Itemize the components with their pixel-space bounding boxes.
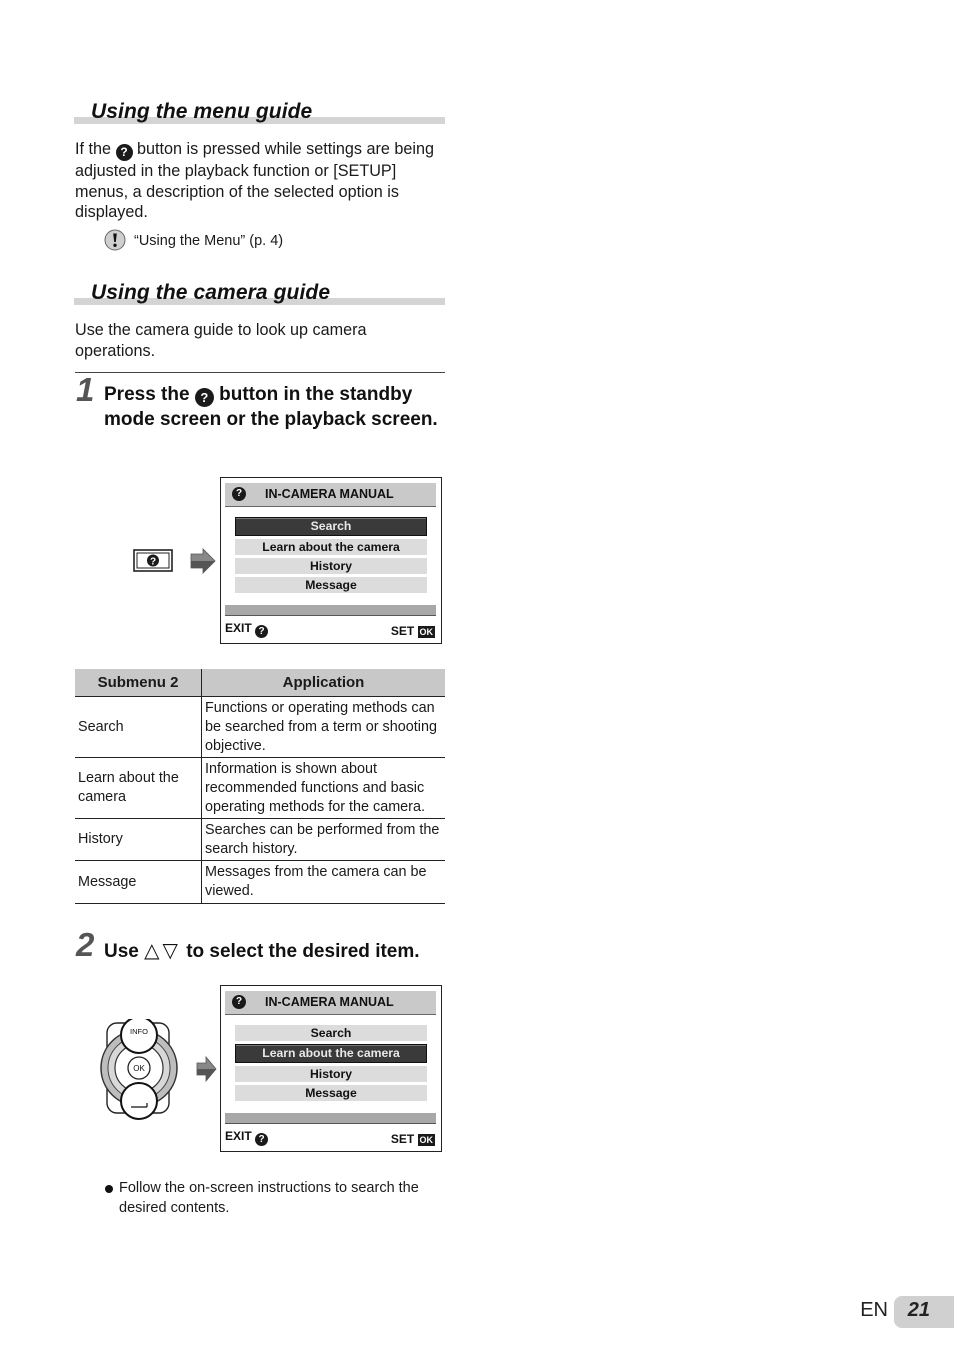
bullet-icon bbox=[105, 1185, 113, 1193]
table-cell: Information is shown about recommended functions and basic operating methods for the camera. bbox=[202, 758, 446, 819]
set-label: SET bbox=[390, 624, 415, 638]
page-number: 21 bbox=[907, 1299, 930, 1321]
table-header: Application bbox=[202, 669, 446, 697]
help-icon: ? bbox=[255, 1133, 268, 1146]
table-cell: Message bbox=[75, 861, 202, 904]
language-label: EN bbox=[860, 1299, 888, 1321]
bullet-text: Follow the on-screen instructions to search the desired contents. bbox=[119, 1180, 419, 1216]
screen-strip bbox=[225, 1113, 436, 1124]
note-text: “Using the Menu” (p. 4) bbox=[134, 233, 284, 249]
up-down-arrows-icon: △▽ bbox=[144, 940, 181, 962]
step-text-pre: Press the bbox=[104, 384, 190, 405]
table-row bbox=[75, 861, 445, 904]
menu-guide-description bbox=[75, 139, 435, 223]
section-header-camera-guide bbox=[74, 279, 445, 305]
camera-screen-1 bbox=[220, 477, 442, 644]
menu-item-message[interactable]: Message bbox=[235, 577, 427, 593]
step-number: 2 bbox=[76, 926, 95, 963]
table-header-row bbox=[75, 669, 445, 697]
section-title: Using the menu guide bbox=[91, 100, 313, 123]
set-label: SET bbox=[390, 1132, 415, 1146]
table-row bbox=[75, 819, 445, 861]
menu-item-search[interactable]: Search bbox=[235, 1025, 427, 1041]
screen-menu bbox=[235, 1025, 427, 1104]
menu-item-history[interactable]: History bbox=[235, 1066, 427, 1082]
menu-item-learn[interactable]: Learn about the camera bbox=[235, 1044, 427, 1063]
screen-menu bbox=[235, 517, 427, 596]
body-text-post: button is pressed while settings are being adjusted in the playback function or [SETUP] menus, a description of the selected option is displayed. bbox=[75, 140, 434, 222]
table-cell: Searches can be performed from the search history. bbox=[202, 819, 446, 861]
control-dial-illustration bbox=[98, 1019, 218, 1121]
help-icon: ? bbox=[255, 625, 268, 638]
help-button-illustration bbox=[133, 548, 217, 576]
menu-item-search[interactable]: Search bbox=[235, 517, 427, 536]
table-row bbox=[75, 697, 445, 758]
table-cell: History bbox=[75, 819, 202, 861]
menu-item-message[interactable]: Message bbox=[235, 1085, 427, 1101]
step-text-pre: Use bbox=[104, 941, 139, 962]
step-text-post: button in the standby mode screen or the playback screen. bbox=[104, 384, 438, 430]
exit-label: EXIT bbox=[225, 1129, 252, 1143]
svg-text:?: ? bbox=[149, 556, 157, 568]
screen-header bbox=[225, 991, 436, 1015]
table-cell: Messages from the camera can be viewed. bbox=[202, 861, 446, 904]
screen-strip bbox=[225, 605, 436, 616]
section-header-menu-guide bbox=[74, 98, 445, 124]
divider bbox=[75, 372, 445, 373]
body-text-pre: If the bbox=[75, 140, 111, 158]
menu-item-history[interactable]: History bbox=[235, 558, 427, 574]
screen-header bbox=[225, 483, 436, 507]
camera-screen-2 bbox=[220, 985, 442, 1152]
table-cell: Search bbox=[75, 697, 202, 758]
step-text-post: to select the desired item. bbox=[186, 941, 420, 962]
camera-guide-description: Use the camera guide to look up camera operations. bbox=[75, 321, 367, 360]
caution-icon bbox=[104, 229, 126, 251]
help-icon: ? bbox=[232, 995, 246, 1009]
menu-item-learn[interactable]: Learn about the camera bbox=[235, 539, 427, 555]
ok-badge: OK bbox=[419, 1135, 433, 1145]
set-hint bbox=[391, 624, 435, 638]
table-cell: Learn about the camera bbox=[75, 758, 202, 819]
submenu-table bbox=[75, 669, 445, 904]
help-icon: ? bbox=[232, 487, 246, 501]
help-button-icon: ? bbox=[116, 144, 133, 161]
step-number: 1 bbox=[76, 371, 95, 408]
exit-hint bbox=[225, 1129, 268, 1146]
table-cell: Functions or operating methods can be searched from a term or shooting objective. bbox=[202, 697, 446, 758]
set-hint bbox=[391, 1132, 435, 1146]
step-1-instruction bbox=[104, 383, 444, 432]
screen-title: IN-CAMERA MANUAL bbox=[265, 487, 394, 501]
exit-hint bbox=[225, 621, 268, 638]
help-button-icon: ? bbox=[195, 388, 214, 407]
screen-title: IN-CAMERA MANUAL bbox=[265, 995, 394, 1009]
ok-badge: OK bbox=[419, 627, 433, 637]
dial-ok-label: OK bbox=[133, 1064, 145, 1073]
section-title: Using the camera guide bbox=[91, 281, 331, 304]
exit-label: EXIT bbox=[225, 621, 252, 635]
dial-info-label: INFO bbox=[130, 1027, 148, 1036]
step-2-instruction bbox=[104, 939, 449, 965]
table-header: Submenu 2 bbox=[75, 669, 202, 697]
table-row bbox=[75, 758, 445, 819]
